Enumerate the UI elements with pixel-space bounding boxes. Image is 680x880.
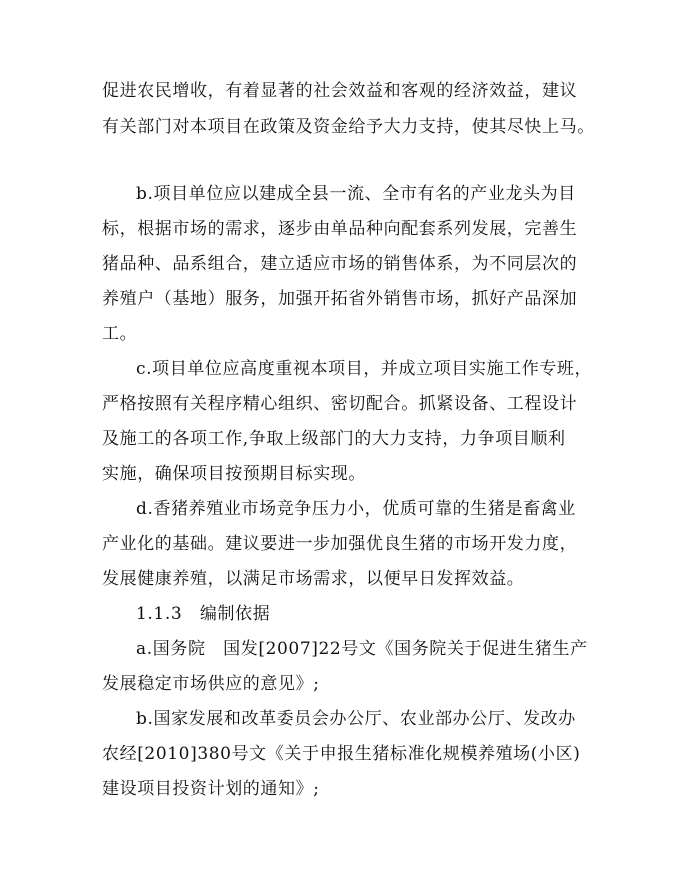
item-c-line-2: 严格按照有关程序精心组织、密切配合。抓紧设备、工程设计 — [102, 394, 578, 414]
item-d-line-2: 产业化的基础。建议要进一步加强优良生猪的市场开发力度， — [102, 534, 578, 554]
item-d-line-3: 发展健康养殖，以满足市场需求，以便早日发挥效益。 — [102, 569, 525, 589]
item-b-line-3: 猪品种、品系组合，建立适应市场的销售体系，为不同层次的 — [102, 254, 578, 274]
item-c-line-4: 实施，确保项目按预期目标实现。 — [102, 464, 366, 484]
basis-a-line-1: a.国务院 国发[2007]22号文《国务院关于促进生猪生产 — [136, 639, 588, 659]
basis-a-line-2: 发展稳定市场供应的意见》; — [102, 674, 320, 694]
basis-b-line-2: 农经[2010]380号文《关于申报生猪标准化规模养殖场(小区) — [102, 744, 581, 764]
basis-b-line-3: 建设项目投资计划的通知》; — [102, 779, 320, 799]
basis-b-line-1: b.国家发展和改革委员会办公厅、农业部办公厅、发改办 — [136, 709, 576, 729]
item-b-line-4: 养殖户（基地）服务，加强开拓省外销售市场，抓好产品深加 — [102, 289, 578, 309]
item-b-line-2: 标，根据市场的需求，逐步由单品种向配套系列发展，完善生 — [102, 219, 578, 239]
item-b-line-1: b.项目单位应以建成全县一流、全市有名的产业龙头为目 — [136, 184, 576, 204]
paragraph-intro-line-2: 有关部门对本项目在政策及资金给予大力支持，使其尽快上马。 — [102, 117, 595, 137]
paragraph-intro-line-1: 促进农民增收，有着显著的社会效益和客观的经济效益，建议 — [102, 81, 578, 101]
item-c-line-3: 及施工的各项工作,争取上级部门的大力支持，力争项目顺利 — [102, 429, 566, 449]
item-c-line-1: c.项目单位应高度重视本项目，并成立项目实施工作专班， — [136, 359, 593, 379]
item-b-line-5: 工。 — [102, 324, 138, 344]
section-heading: 1.1.3 编制依据 — [136, 604, 271, 624]
item-d-line-1: d.香猪养殖业市场竞争压力小，优质可靠的生猪是畜禽业 — [136, 499, 576, 519]
